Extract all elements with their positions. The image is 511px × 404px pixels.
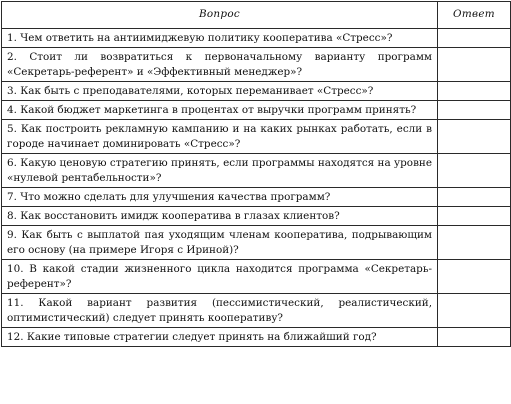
header-row	[2, 2, 511, 29]
table-row	[2, 29, 511, 48]
table-row	[2, 120, 511, 154]
table-row	[2, 48, 511, 82]
question-cell: 10. В какой стадии жизненного цикла находится программа «Секретарь-референт»?	[2, 260, 438, 294]
table-row	[2, 294, 511, 328]
table-row	[2, 82, 511, 101]
question-cell: 6. Какую ценовую стратегию принять, если программы находятся на уровне «нулевой рентабельности»?	[2, 154, 438, 188]
question-cell: 9. Как быть с выплатой пая уходящим членам кооператива, подрывающим его основу (на примере Игоря с Ириной)?	[2, 226, 438, 260]
question-cell: 1. Чем ответить на антиимиджевую политику кооператива «Стресс»?	[2, 29, 438, 48]
question-cell: 8. Как восстановить имидж кооператива в глазах клиентов?	[2, 207, 438, 226]
answer-cell	[438, 101, 511, 120]
question-cell: 11. Какой вариант развития (пессимистический, реалистический, оптимистический) следует принять кооперативу?	[2, 294, 438, 328]
question-cell: 12. Какие типовые стратегии следует принять на ближайший год?	[2, 328, 438, 347]
table-row	[2, 260, 511, 294]
answer-cell	[438, 294, 511, 328]
answer-cell	[438, 120, 511, 154]
header-answer: Ответ	[438, 2, 511, 29]
question-cell: 5. Как построить рекламную кампанию и на каких рынках работать, если в городе начинает доминировать «Стресс»?	[2, 120, 438, 154]
answer-cell	[438, 29, 511, 48]
header-question: Вопрос	[2, 2, 438, 29]
table-row	[2, 207, 511, 226]
question-cell: 2. Стоит ли возвратиться к первоначальному варианту программ «Секретарь-референт» и «Эффективный менеджер»?	[2, 48, 438, 82]
table-row	[2, 226, 511, 260]
questions-table	[1, 1, 511, 347]
answer-cell	[438, 82, 511, 101]
question-cell: 4. Какой бюджет маркетинга в процентах от выручки программ принять?	[2, 101, 438, 120]
answer-cell	[438, 226, 511, 260]
table-row	[2, 154, 511, 188]
table-row	[2, 328, 511, 347]
table-row	[2, 188, 511, 207]
question-cell: 7. Что можно сделать для улучшения качества программ?	[2, 188, 438, 207]
answer-cell	[438, 154, 511, 188]
question-cell: 3. Как быть с преподавателями, которых переманивает «Стресс»?	[2, 82, 438, 101]
answer-cell	[438, 260, 511, 294]
answer-cell	[438, 207, 511, 226]
answer-cell	[438, 188, 511, 207]
answer-cell	[438, 328, 511, 347]
answer-cell	[438, 48, 511, 82]
table-row	[2, 101, 511, 120]
